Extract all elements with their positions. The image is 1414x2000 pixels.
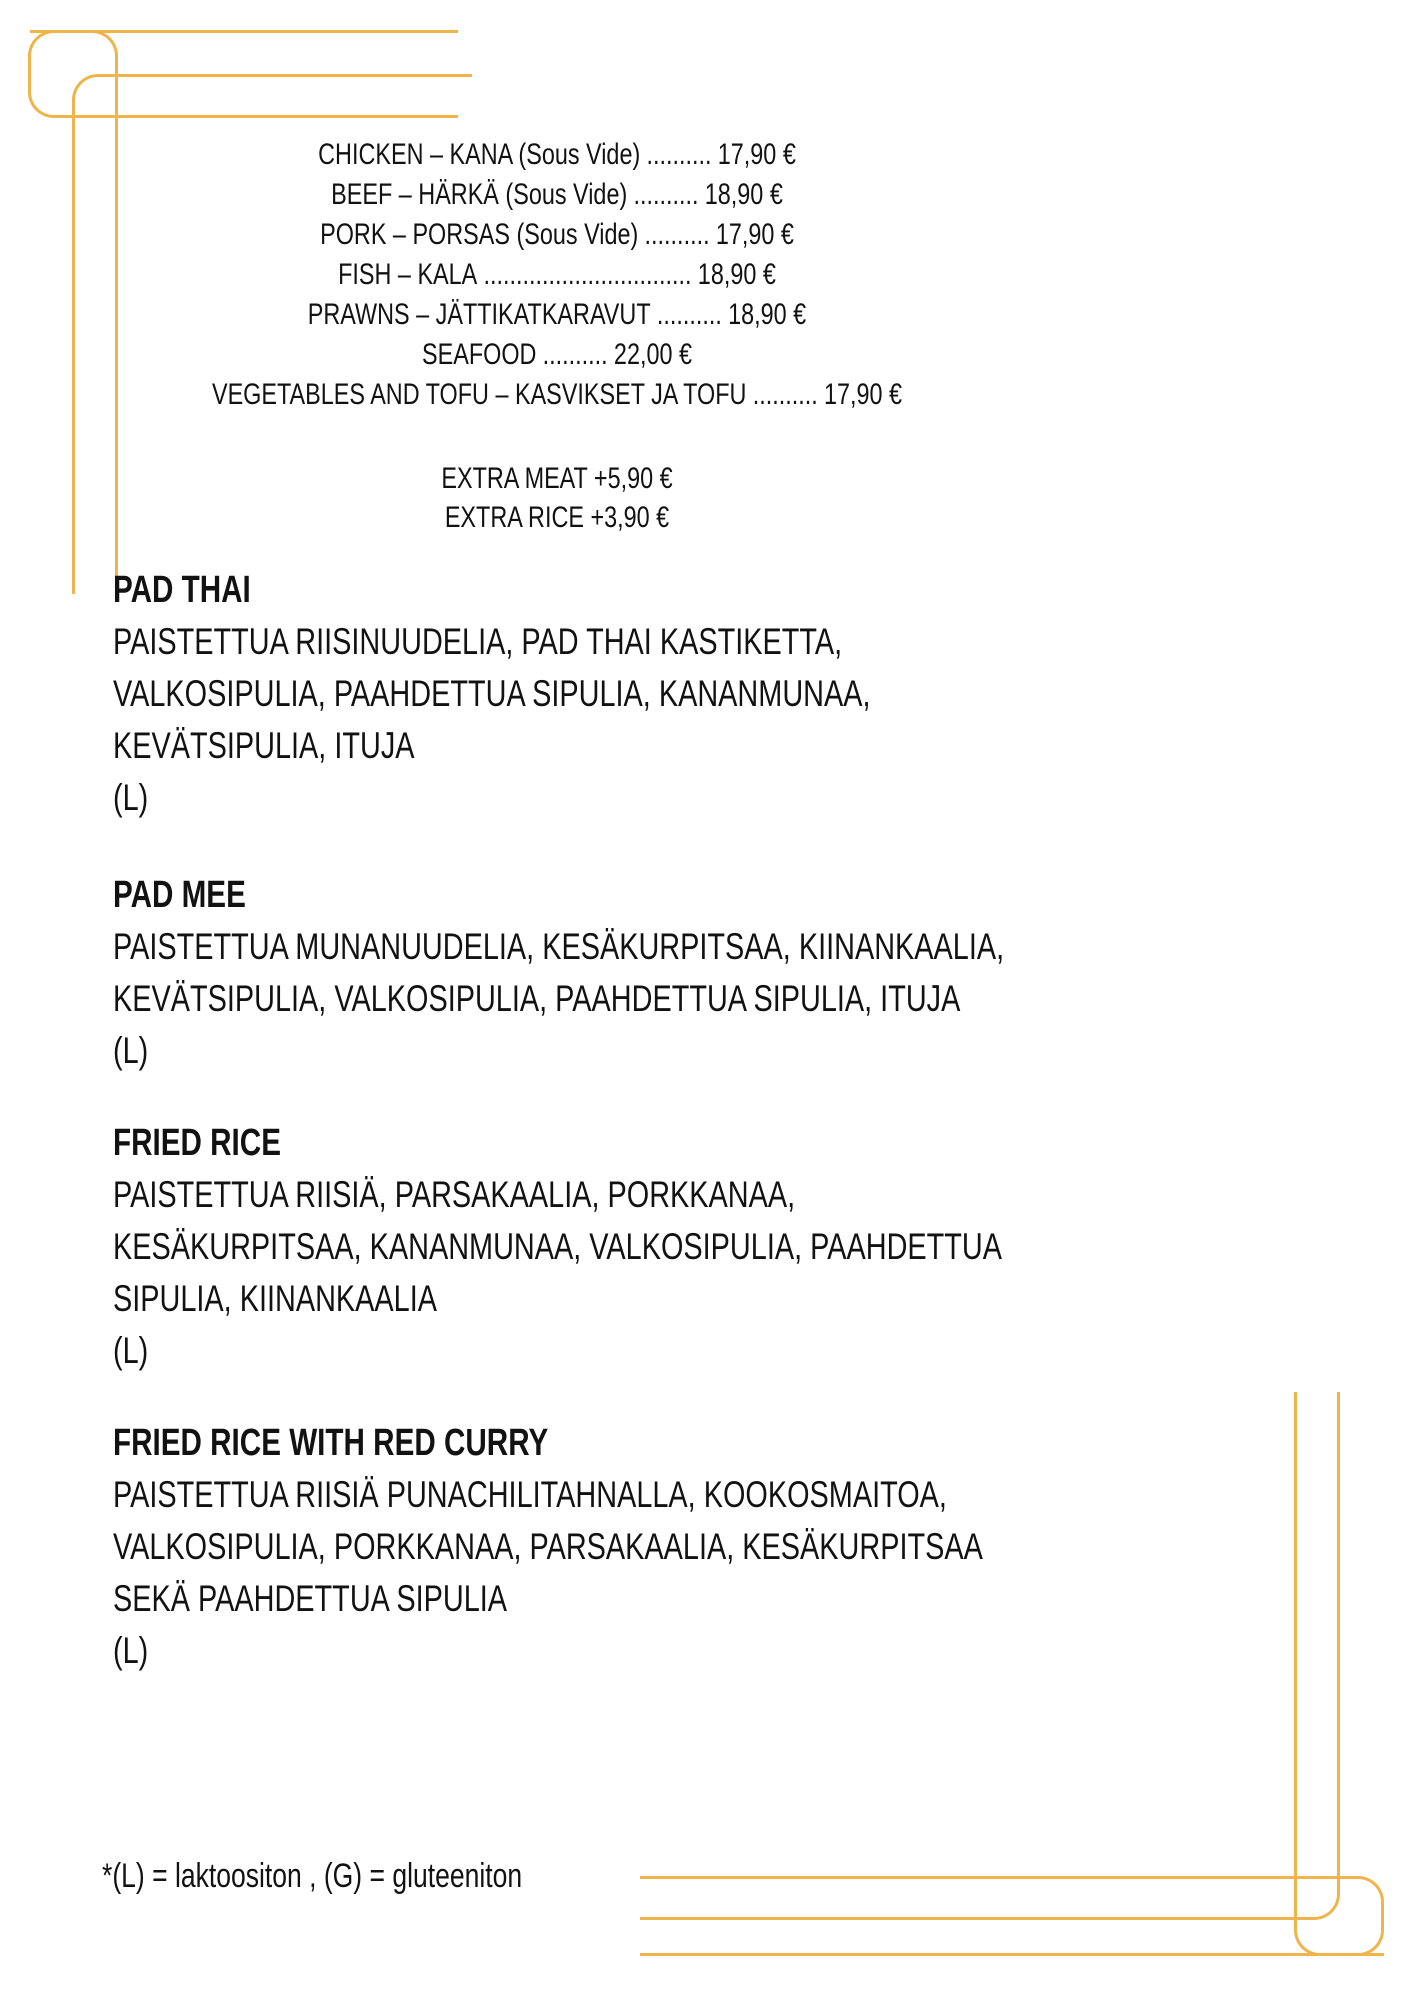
- menu-section: [113, 1117, 1088, 1377]
- price-item-label: SEAFOOD: [421, 338, 537, 371]
- price-line: [128, 135, 986, 175]
- price-line: [128, 255, 986, 295]
- price-item-dots: ..........: [633, 178, 699, 211]
- section-title: FRIED RICE WITH RED CURRY: [113, 1422, 549, 1464]
- price-line: [128, 375, 986, 415]
- price-item-dots: ..........: [644, 218, 710, 251]
- price-line: [128, 175, 986, 215]
- price-list: [128, 135, 986, 415]
- price-item-label: VEGETABLES AND TOFU – KASVIKSET JA TOFU: [211, 378, 747, 411]
- price-item-label: BEEF – HÄRKÄ (Sous Vide): [331, 178, 628, 211]
- price-item-price: 17,90 €: [717, 138, 796, 171]
- section-line: PAISTETTUA RIISINUUDELIA, PAD THAI KASTIKETTA,: [113, 621, 843, 662]
- extras-list: [128, 459, 986, 537]
- menu-section: [113, 869, 1088, 1077]
- price-item-dots: ..........: [646, 138, 712, 171]
- price-line: [128, 335, 986, 375]
- price-item-label: PORK – PORSAS (Sous Vide): [320, 218, 639, 251]
- price-item-price: 17,90 €: [715, 218, 794, 251]
- section-line: (L): [113, 1630, 149, 1671]
- menu-section: [113, 1417, 1088, 1677]
- menu-section: [113, 564, 1088, 824]
- price-item-price: 17,90 €: [823, 378, 903, 411]
- section-line: KESÄKURPITSAA, KANANMUNAA, VALKOSIPULIA, PAAHDETTUA: [113, 1226, 1003, 1267]
- price-item-dots: ..........: [752, 378, 818, 411]
- price-item-dots: ................................: [483, 258, 692, 291]
- section-line: VALKOSIPULIA, PAAHDETTUA SIPULIA, KANANMUNAA,: [113, 673, 871, 714]
- price-line: [128, 215, 986, 255]
- section-line: KEVÄTSIPULIA, VALKOSIPULIA, PAAHDETTUA SIPULIA, ITUJA: [113, 978, 961, 1019]
- price-item-price: 18,90 €: [728, 298, 807, 331]
- section-line: VALKOSIPULIA, PORKKANAA, PARSAKAALIA, KESÄKURPITSAA: [113, 1526, 983, 1567]
- corner-ornament-bottom-right-vertical: [1294, 1392, 1384, 1956]
- section-title: PAD THAI: [113, 569, 251, 611]
- price-item-label: FISH – KALA: [338, 258, 478, 291]
- section-line: PAISTETTUA MUNANUUDELIA, KESÄKURPITSAA, KIINANKAALIA,: [113, 926, 1005, 967]
- section-line: SIPULIA, KIINANKAALIA: [113, 1278, 438, 1319]
- corner-ornament-top-left-vertical: [30, 30, 118, 592]
- price-item-price: 22,00 €: [613, 338, 693, 371]
- price-item-price: 18,90 €: [697, 258, 776, 291]
- section-line: (L): [113, 1030, 149, 1071]
- section-title: PAD MEE: [113, 874, 246, 916]
- extra-line: EXTRA RICE +3,90 €: [444, 501, 670, 534]
- section-line: (L): [113, 777, 149, 818]
- price-item-dots: ..........: [656, 298, 722, 331]
- price-item-label: PRAWNS – JÄTTIKATKARAVUT: [307, 298, 651, 331]
- section-line: PAISTETTUA RIISIÄ, PARSAKAALIA, PORKKANAA,: [113, 1174, 796, 1215]
- section-line: KEVÄTSIPULIA, ITUJA: [113, 725, 415, 766]
- section-line: PAISTETTUA RIISIÄ PUNACHILITAHNALLA, KOOKOSMAITOA,: [113, 1474, 947, 1515]
- extra-line: EXTRA MEAT +5,90 €: [441, 462, 673, 495]
- price-item-dots: ..........: [542, 338, 608, 371]
- price-item-label: CHICKEN – KANA (Sous Vide): [318, 138, 641, 171]
- section-line: (L): [113, 1330, 149, 1371]
- section-line: SEKÄ PAAHDETTUA SIPULIA: [113, 1578, 508, 1619]
- section-title: FRIED RICE: [113, 1122, 281, 1164]
- footnote: *(L) = laktoositon , (G) = gluteeniton: [102, 1857, 523, 1895]
- price-item-price: 18,90 €: [704, 178, 783, 211]
- price-line: [128, 295, 986, 335]
